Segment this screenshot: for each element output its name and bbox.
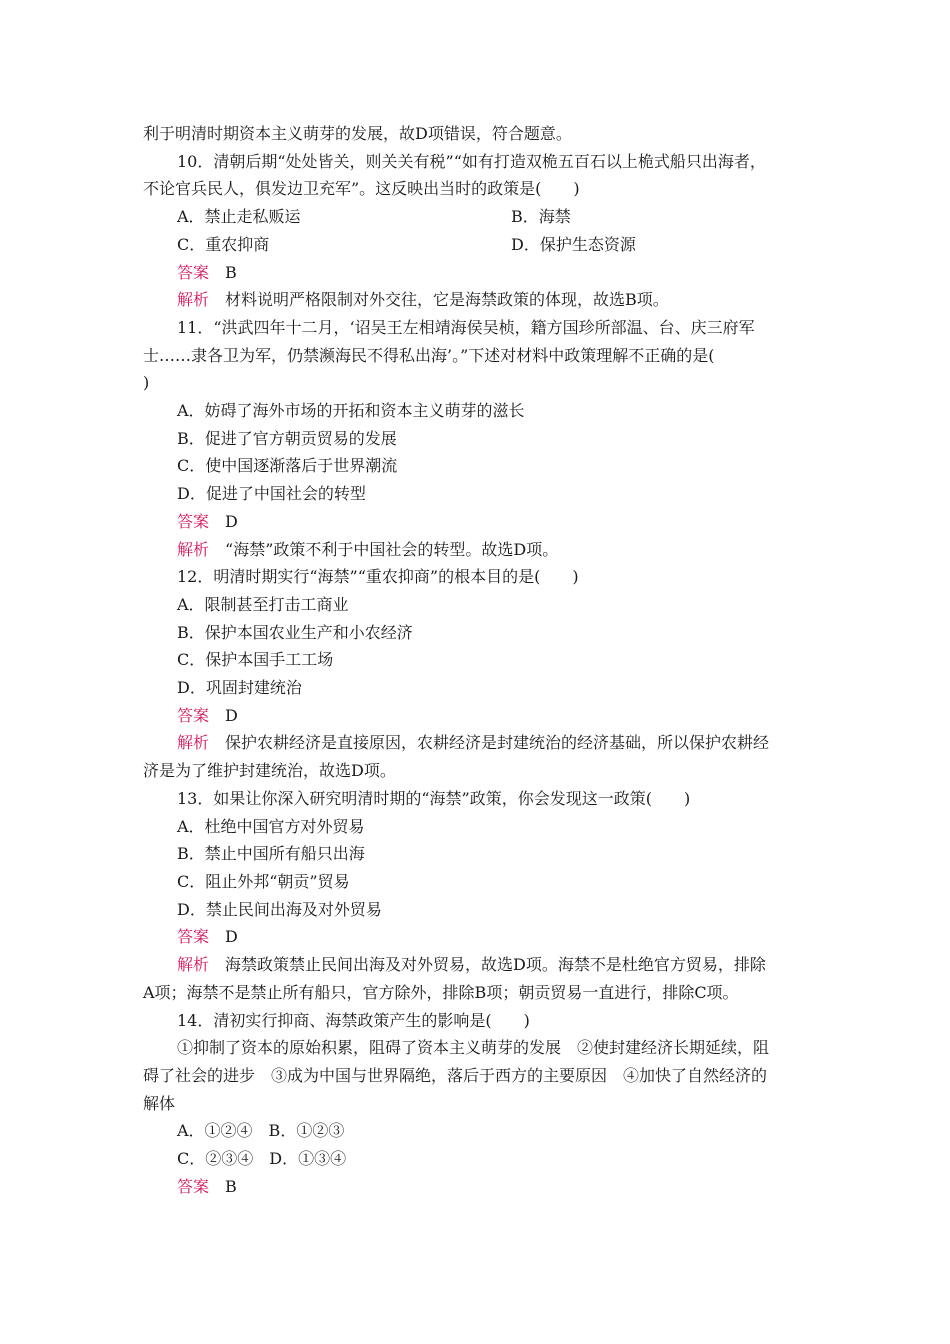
intro-line: 利于明清时期资本主义萌芽的发展，故D项错误，符合题意。 xyxy=(143,124,572,143)
q13-stem: 13．如果让你深入研究明清时期的“海禁”政策，你会发现这一政策( ) xyxy=(177,788,691,808)
q11-option-d: D．促进了中国社会的转型 xyxy=(177,484,366,504)
q13-answer xyxy=(143,923,811,951)
q12-option-a: A．限制甚至打击工商业 xyxy=(177,594,349,614)
q14-options-ab: A．①②④ B．①②③ xyxy=(177,1121,345,1141)
q10-stem-line2: 不论官兵民人，俱发边卫充军”。这反映出当时的政策是( ) xyxy=(143,179,580,199)
q10-answer-value: B xyxy=(225,262,237,282)
q12-answer-value: D xyxy=(225,705,238,725)
q11-answer xyxy=(143,508,811,536)
q13-option-b: B．禁止中国所有船只出海 xyxy=(177,844,365,864)
answer-label: 答案 xyxy=(177,927,210,947)
q10-stem-line1: 10．清朝后期“处处皆关，则关关有税”“如有打造双桅五百石以上桅式船只出海者， xyxy=(177,151,766,171)
q13-option-a: A．杜绝中国官方对外贸易 xyxy=(177,816,365,836)
q12-analysis-text1: 保护农耕经济是直接原因，农耕经济是封建统治的经济基础，所以保护农耕经 xyxy=(225,733,770,753)
q12-option-b: B．保护本国农业生产和小农经济 xyxy=(177,622,413,642)
answer-label: 答案 xyxy=(177,705,210,725)
q14-items-line2: 碍了社会的进步 ③成为中国与世界隔绝，落后于西方的主要原因 ④加快了自然经济的 xyxy=(143,1065,768,1085)
q13-analysis-line1 xyxy=(143,951,811,979)
q14-answer-value: B xyxy=(225,1176,237,1196)
q11-stem-line2: 士……隶各卫为军，仍禁濒海民不得私出海’。”下述对材料中政策理解不正确的是( xyxy=(143,345,715,365)
q10-answer xyxy=(143,259,811,287)
document-page xyxy=(143,120,811,1200)
q11-stem-line3: ) xyxy=(143,373,150,393)
analysis-label: 解析 xyxy=(177,955,210,975)
q10-options-row2 xyxy=(143,231,811,259)
q11-option-c: C．使中国逐渐落后于世界潮流 xyxy=(177,456,398,476)
q14-options-cd: C．②③④ D．①③④ xyxy=(177,1149,347,1169)
q12-analysis-line1 xyxy=(143,729,811,757)
answer-label: 答案 xyxy=(177,262,210,282)
analysis-label: 解析 xyxy=(177,733,210,753)
q14-answer xyxy=(143,1173,811,1201)
q13-analysis-line2: A项；海禁不是禁止所有船只，官方除外，排除B项；朝贡贸易一直进行，排除C项。 xyxy=(143,982,739,1002)
answer-label: 答案 xyxy=(177,1176,210,1196)
analysis-label: 解析 xyxy=(177,539,210,559)
q13-analysis-text1: 海禁政策禁止民间出海及对外贸易，故选D项。海禁不是杜绝官方贸易，排除 xyxy=(225,955,766,975)
q10-analysis xyxy=(143,286,811,314)
q14-stem: 14．清初实行抑商、海禁政策产生的影响是( ) xyxy=(177,1010,530,1030)
q12-analysis-line2: 济是为了维护封建统治，故选D项。 xyxy=(143,761,396,781)
q13-option-d: D．禁止民间出海及对外贸易 xyxy=(177,899,382,919)
q11-analysis-text: “海禁”政策不利于中国社会的转型。故选D项。 xyxy=(225,539,559,559)
q14-items-line3: 解体 xyxy=(143,1093,176,1113)
q13-option-c: C．阻止外邦“朝贡”贸易 xyxy=(177,871,350,891)
q11-option-b: B．促进了官方朝贡贸易的发展 xyxy=(177,428,397,448)
q12-option-d: D．巩固封建统治 xyxy=(177,678,302,698)
q12-stem: 12．明清时期实行“海禁”“重农抑商”的根本目的是( ) xyxy=(177,567,579,587)
q12-option-c: C．保护本国手工工场 xyxy=(177,650,334,670)
q10-option-b: B．海禁 xyxy=(511,207,571,227)
q10-options-row1 xyxy=(143,203,811,231)
q11-option-a: A．妨碍了海外市场的开拓和资本主义萌芽的滋长 xyxy=(177,401,525,421)
q14-items-line1: ①抑制了资本的原始积累，阻碍了资本主义萌芽的发展 ②使封建经济长期延续，阻 xyxy=(177,1038,770,1058)
q11-stem-line1: 11．“洪武四年十二月，‘诏吴王左相靖海侯吴桢，籍方国珍所部温、台、庆三府军 xyxy=(177,317,755,337)
q10-option-a: A．禁止走私贩运 xyxy=(177,207,301,227)
q11-analysis xyxy=(143,536,811,564)
q13-answer-value: D xyxy=(225,927,238,947)
q12-answer xyxy=(143,702,811,730)
q10-analysis-text: 材料说明严格限制对外交往，它是海禁政策的体现，故选B项。 xyxy=(225,290,669,310)
q10-option-d: D．保护生态资源 xyxy=(511,234,636,254)
q11-answer-value: D xyxy=(225,511,238,531)
answer-label: 答案 xyxy=(177,511,210,531)
analysis-label: 解析 xyxy=(177,290,210,310)
q10-option-c: C．重农抑商 xyxy=(177,234,270,254)
